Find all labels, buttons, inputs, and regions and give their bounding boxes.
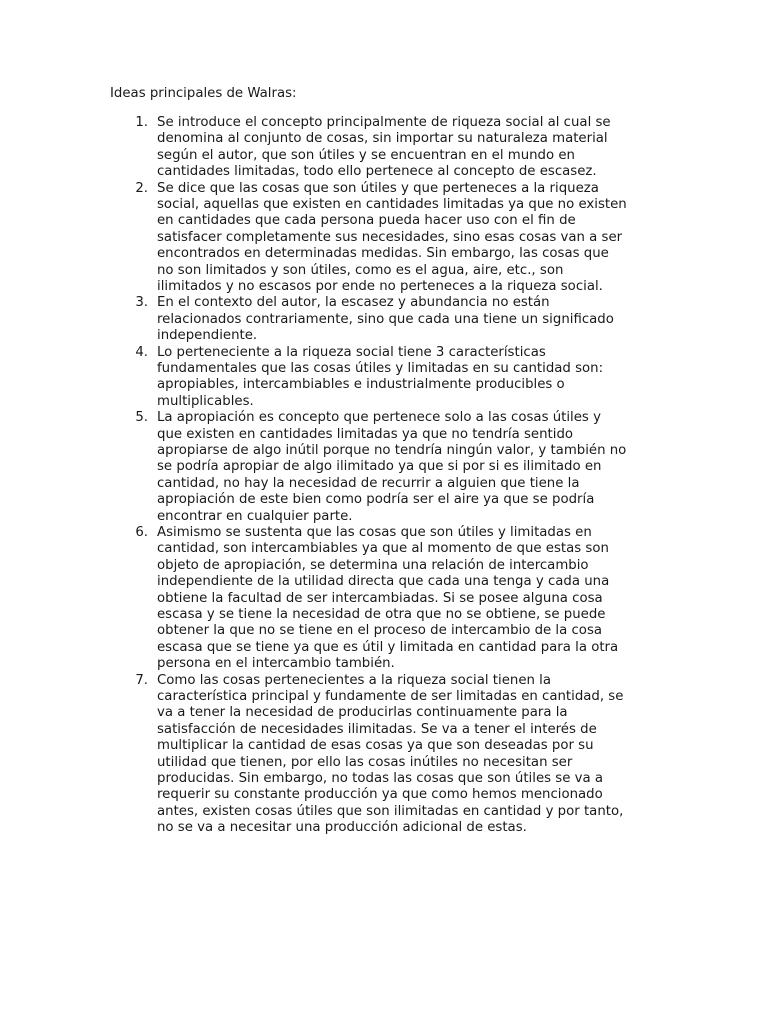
list-item-line: obtiene la facultad de ser intercambiadas. Si se posee alguna cosa <box>157 590 603 606</box>
list-item-line: Lo perteneciente a la riqueza social tiene 3 características <box>157 344 546 360</box>
list-item-line: relacionados contrariamente, sino que cada una tiene un significado <box>157 311 614 327</box>
list-item-line: satisfacer completamente sus necesidades, sino esas cosas van a ser <box>157 229 623 245</box>
list-item-line: Como las cosas pertenecientes a la riqueza social tienen la <box>157 672 551 688</box>
list-item-line: va a tener la necesidad de producirlas continuamente para la <box>157 705 568 721</box>
list-item-line: independiente de la utilidad directa que cada una tenga y cada una <box>157 574 610 590</box>
list-item-line: requerir su constante producción ya que como hemos mencionado <box>157 787 603 803</box>
list-item-line: denomina al conjunto de cosas, sin importar su naturaleza material <box>157 131 608 147</box>
list-item-line: En el contexto del autor, la escasez y abundancia no están <box>157 295 550 311</box>
list-item-number: 6. <box>135 525 148 540</box>
list-item-line: fundamentales que las cosas útiles y limitadas en su cantidad son: <box>157 361 604 376</box>
list-item-line: cantidades limitadas, todo ello pertenece al concepto de escasez. <box>157 164 597 180</box>
list-item-number: 4. <box>135 344 148 360</box>
list-item-line: encontrar en cualquier parte. <box>157 508 353 524</box>
list-item-line: multiplicar la cantidad de esas cosas ya que son deseadas por su <box>157 738 594 754</box>
list-item-line: apropiarse de algo inútil porque no tendría ningún valor, y también no <box>157 443 627 458</box>
list-item-line: Se introduce el concepto principalmente de riqueza social al cual se <box>157 115 611 130</box>
list-item-line: en cantidades que cada persona pueda hacer uso con el fin de <box>157 213 576 229</box>
list-item-line: que existen en cantidades limitadas ya que no tendría sentido <box>157 426 574 442</box>
list-item-number: 3. <box>135 295 148 311</box>
list-item-number: 5. <box>135 410 148 426</box>
list-item-number: 1. <box>135 115 148 130</box>
list-item-line: multiplicables. <box>157 393 254 409</box>
list-item-line: según el autor, que son útiles y se encuentran en el mundo en <box>157 147 575 163</box>
document-heading: Ideas principales de Walras: <box>110 86 297 101</box>
list-item-text <box>157 115 677 181</box>
list-item-line: no se va a necesitar una producción adicional de estas. <box>157 820 527 836</box>
list-item-line: objeto de apropiación, se determina una relación de intercambio <box>157 557 589 573</box>
list-item-line: satisfacción de necesidades ilimitadas. Se va a tener el interés de <box>157 721 597 737</box>
list-item-line: Se dice que las cosas que son útiles y que perteneces a la riqueza <box>157 180 599 196</box>
list-item-line: ilimitados y no escasos por ende no perteneces a la riqueza social. <box>157 279 603 295</box>
list-item-line: característica principal y fundamente de ser limitadas en cantidad, se <box>157 689 624 704</box>
list-item-line: se podría apropiar de algo ilimitado ya que si por si es ilimitado en <box>157 459 602 475</box>
list-item-line: producidas. Sin embargo, no todas las cosas que son útiles se va a <box>157 771 604 787</box>
list-item-line: persona en el intercambio también. <box>157 656 395 672</box>
list-item-line: independiente. <box>157 328 258 344</box>
list-item-line: social, aquellas que existen en cantidades limitadas ya que no existen <box>157 197 627 212</box>
list-item-text <box>157 295 677 344</box>
list-item-number: 2. <box>135 180 148 196</box>
list-item-line: utilidad que tienen, por ello las cosas inútiles no necesitan ser <box>157 754 573 770</box>
list-item-text <box>157 345 677 411</box>
list-item-line: cantidad, son intercambiables ya que al momento de que estas son <box>157 541 609 557</box>
list-item-line: antes, existen cosas útiles que son ilimitadas en cantidad y por tanto, <box>157 803 624 819</box>
list-item-line: La apropiación es concepto que pertenece solo a las cosas útiles y <box>157 410 601 426</box>
list-item-line: escasa que se tiene ya que es útil y limitada en cantidad para la otra <box>157 639 619 655</box>
list-item-text <box>157 181 677 296</box>
list-item-line: no son limitados y son útiles, como es el agua, aire, etc., son <box>157 262 564 278</box>
list-item-number: 7. <box>135 672 148 688</box>
list-item-line: cantidad, no hay la necesidad de recurrir a alguien que tiene la <box>157 475 580 491</box>
list-item-line: Asimismo se sustenta que las cosas que son útiles y limitadas en <box>157 525 592 540</box>
list-item-line: apropiables, intercambiables e industrialmente producibles o <box>157 377 565 393</box>
list-item-text <box>157 673 677 837</box>
list-item-line: obtener la que no se tiene en el proceso de intercambio de la cosa <box>157 623 603 639</box>
list-item-text <box>157 410 677 525</box>
list-item-line: encontrados en determinadas medidas. Sin embargo, las cosas que <box>157 246 609 262</box>
list-item-text <box>157 525 677 673</box>
list-item-line: escasa y se tiene la necesidad de otra que no se obtiene, se puede <box>157 607 606 623</box>
list-item-line: apropiación de este bien como podría ser el aire ya que se podría <box>157 492 595 508</box>
